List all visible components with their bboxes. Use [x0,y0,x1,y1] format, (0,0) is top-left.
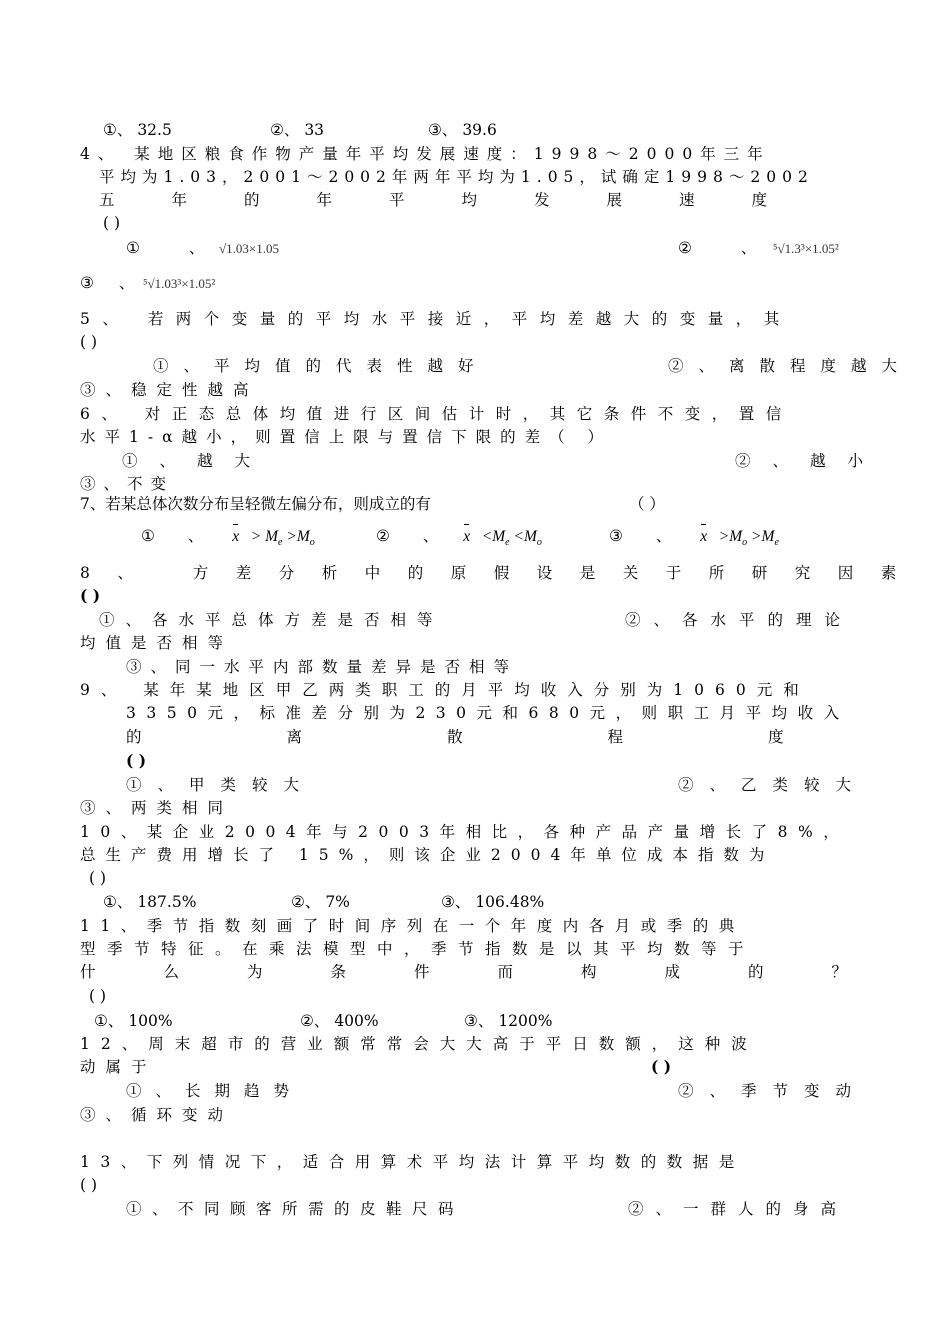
q7-option-3-label: ③ 、 [609,527,686,545]
q4-option-2-formula: ⁵√1.3³×1.05² [773,241,839,256]
q12-line-1: 12、周末超市的营业额常常会大大高于平日数额，这种波 [80,1035,758,1053]
q8-option-2: ②、各水平的理论 [625,611,854,629]
q12-paren: ( ) [651,1057,672,1076]
q4-line-3: 五年的年平均发展速度 [99,191,825,209]
q6-line-2: 水平1-α越小，则置信上限与置信下限的差（ ） [80,428,612,446]
q4-option-3-formula: ⁵√1.03³×1.05² [143,276,216,291]
q11-option-1: ①、 100% [94,1012,173,1030]
q10-paren: ( ) [89,869,107,887]
q13-option-1: ①、不同顾客所需的皮鞋尺码 [126,1200,465,1218]
q3-option-3: ③、 39.6 [428,121,497,139]
q8-option-1: ①、各水平总体方差是否相等 [99,611,444,629]
q4-option-1-label: ① 、 [126,239,227,257]
q9-line-3: 的离散程度 [126,728,929,746]
q6-option-1: ①、越大 [122,452,273,470]
q11-line-2: 型季节特征。在乘法模型中，季节指数是以其平均数等于 [80,940,756,958]
q6-option-2: ②、越小 [735,452,886,470]
q7-option-2 [376,526,542,553]
q3-option-2: ②、 33 [270,121,325,139]
q4-option-3-label: ③ 、 [80,274,145,292]
q7-option-1-formula: $x > M_e >M_o$ [232,528,315,549]
q5-option-2: ②、离散程度越大 [668,357,913,375]
q13-option-2: ②、一群人的身高 [628,1200,849,1218]
q9-line-2: 3350元，标准差分别为230元和680元，则职工月平均收入 [126,704,850,722]
q6-line-1: 6、 对正态总体均值进行区间估计时，其它条件不变，置信 [80,405,793,423]
q5-option-1: ①、平均值的代表性越好 [153,357,489,375]
q10-option-1: ①、 187.5% [103,893,197,911]
q7-option-2-label: ② 、 [376,527,453,545]
q7-paren: （ ） [629,495,665,513]
q7-option-3-formula: $x >M_o >M_e$ [700,528,779,549]
q5-option-3: ③、稳定性越高 [80,381,259,399]
q10-line-1: 10、某企业2004年与2003年相比，各种产品产量增长了8%， [80,823,850,841]
q6-option-3: ③、不变 [80,475,175,493]
q7-option-3 [609,526,779,553]
q7-option-2-formula: $x <M_e <M_o$ [463,528,542,549]
q9-paren: ( ) [126,751,147,770]
q4-line-1: 4、 某地区粮食作物产量年平均发展速度：1998～2000年三年 [80,145,771,163]
q10-option-3: ③、 106.48% [441,893,545,911]
q9-option-1: ①、甲类较大 [126,776,316,794]
q10-option-2: ②、 7% [291,893,350,911]
q13-paren: ( ) [80,1176,98,1194]
q12-line-2: 动属于 [80,1058,157,1076]
q11-line-1: 11、季节指数刻画了时间序列在一个年度内各月或季的典 [80,917,745,935]
q12-option-2: ②、季节变动 [678,1082,868,1100]
q5-paren: ( ) [80,333,98,351]
q10-line-2: 总生产费用增长了 15%，则该企业2004年单位成本指数为 [80,846,775,864]
q11-option-3: ③、 1200% [464,1012,553,1030]
q12-option-1: ①、长期趋势 [126,1082,304,1100]
q4-line-2: 平均为1.03，2001～2002年两年平均为1.05，试确定1998～2002 [99,168,814,186]
q4-option-1-formula: √1.03×1.05 [219,241,279,256]
q9-line-1: 9、 某年某地区甲乙两类职工的月平均收入分别为1060元和 [80,681,810,699]
q11-line-3: 什么为条件而构成的？ [80,963,916,981]
q5-line-1: 5、 若两个变量的平均水平接近，平均差越大的变量，其 [80,310,792,328]
q4-paren: ( ) [103,214,121,232]
q9-option-3: ③、两类相同 [80,799,234,817]
q12-option-3: ③、循环变动 [80,1106,234,1124]
q7-option-1-label: ① 、 [141,527,218,545]
q11-option-2: ②、 400% [300,1012,379,1030]
q8-line-1: 8、 方差分析中的原假设是关于所研究因素 [80,564,924,582]
q8-option-3: ③、同一水平内部数量差异是否相等 [126,658,519,676]
q9-option-2: ②、乙类较大 [678,776,868,794]
q7-line-1: 7、若某总体次数分布呈轻微左偏分布，则成立的有 [80,495,431,513]
q8-paren: ( ) [80,586,101,605]
q13-line-1: 13、下列情况下，适合用算术平均法计算平均数的数据是 [80,1153,745,1171]
q7-option-1 [141,526,315,553]
q11-paren: ( ) [89,987,107,1005]
q3-option-1: ①、 32.5 [103,121,172,139]
q8-option-2-cont: 均值是否相等 [80,634,234,652]
q4-option-2-label: ② 、 [678,239,779,257]
